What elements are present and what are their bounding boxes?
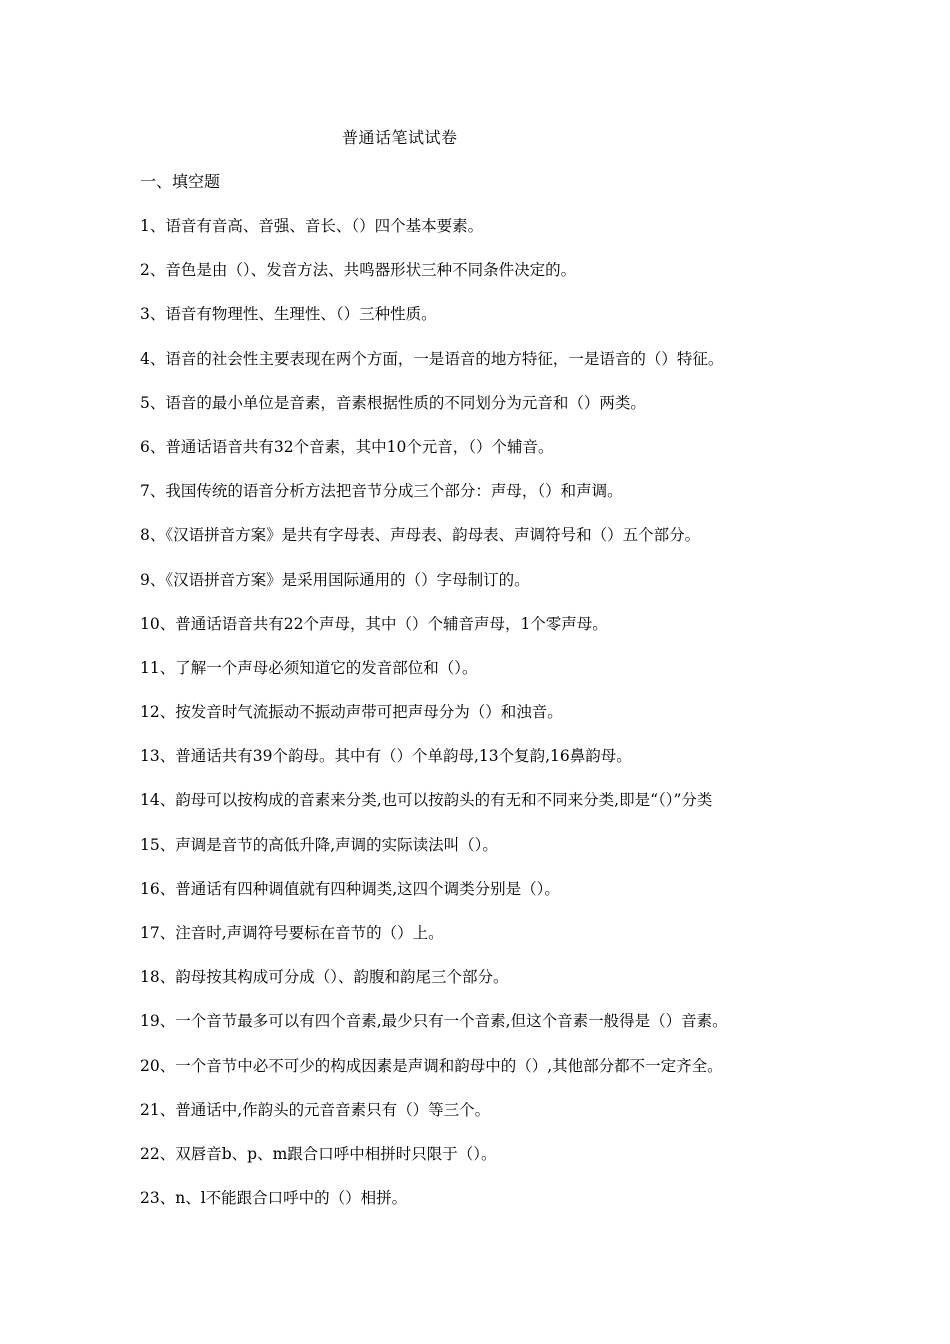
question-item: 15、声调是音节的高低升降,声调的实际读法叫（）。 bbox=[140, 835, 498, 854]
question-item: 1、语音有音高、音强、音长、（）四个基本要素。 bbox=[140, 217, 484, 235]
question-item: 4、语音的社会性主要表现在两个方面，一是语音的地方特征，一是语音的（）特征。 bbox=[140, 349, 724, 368]
question-item: 22、双唇音b、p、m跟合口呼中相拼时只限于（）。 bbox=[140, 1144, 497, 1163]
question-item: 3、语音有物理性、生理性、（）三种性质。 bbox=[140, 305, 437, 324]
page-title: 普通话笔试试卷 bbox=[342, 128, 458, 147]
section-heading: 一、填空题 bbox=[140, 172, 221, 191]
question-item: 18、韵母按其构成可分成（）、韵腹和韵尾三个部分。 bbox=[140, 968, 509, 987]
question-item: 8、《汉语拼音方案》是共有字母表、声母表、韵母表、声调符号和（）五个部分。 bbox=[140, 526, 701, 545]
question-item: 20、一个音节中必不可少的构成因素是声调和韵母中的（）,其他部分都不一定齐全。 bbox=[140, 1056, 723, 1075]
question-item: 21、普通话中,作韵头的元音音素只有（）等三个。 bbox=[140, 1100, 491, 1119]
question-item: 17、注音时,声调符号要标在音节的（）上。 bbox=[140, 924, 444, 942]
question-item: 19、一个音节最多可以有四个音素,最少只有一个音素,但这个音素一般得是（）音素。 bbox=[140, 1012, 728, 1031]
question-item: 14、韵母可以按构成的音素来分类,也可以按韵头的有无和不同来分类,即是“（）”分类 bbox=[140, 791, 713, 810]
question-list bbox=[140, 214, 728, 1230]
question-item: 5、语音的最小单位是音素，音素根据性质的不同划分为元音和（）两类。 bbox=[140, 393, 646, 412]
question-item: 9、《汉语拼音方案》是采用国际通用的（）字母制订的。 bbox=[140, 570, 530, 589]
question-item: 6、普通话语音共有32个音素，其中10个元音，（）个辅音。 bbox=[140, 437, 554, 456]
question-item: 13、普通话共有39个韵母。其中有（）个单韵母,13个复韵,16鼻韵母。 bbox=[140, 747, 632, 766]
question-item: 7、我国传统的语音分析方法把音节分成三个部分：声母，（）和声调。 bbox=[140, 482, 623, 501]
question-item: 11、了解一个声母必须知道它的发音部位和（）。 bbox=[140, 658, 478, 677]
question-item: 16、普通话有四种调值就有四种调类,这四个调类分别是（）。 bbox=[140, 879, 560, 898]
question-item: 23、n、l不能跟合口呼中的（）相拼。 bbox=[140, 1189, 408, 1208]
question-item: 10、普通话语音共有22个声母，其中（）个辅音声母，1个零声母。 bbox=[140, 614, 608, 633]
question-item: 12、按发音时气流振动不振动声带可把声母分为（）和浊音。 bbox=[140, 703, 563, 722]
question-item: 2、音色是由（）、发音方法、共鸣器形状三种不同条件决定的。 bbox=[140, 261, 577, 280]
